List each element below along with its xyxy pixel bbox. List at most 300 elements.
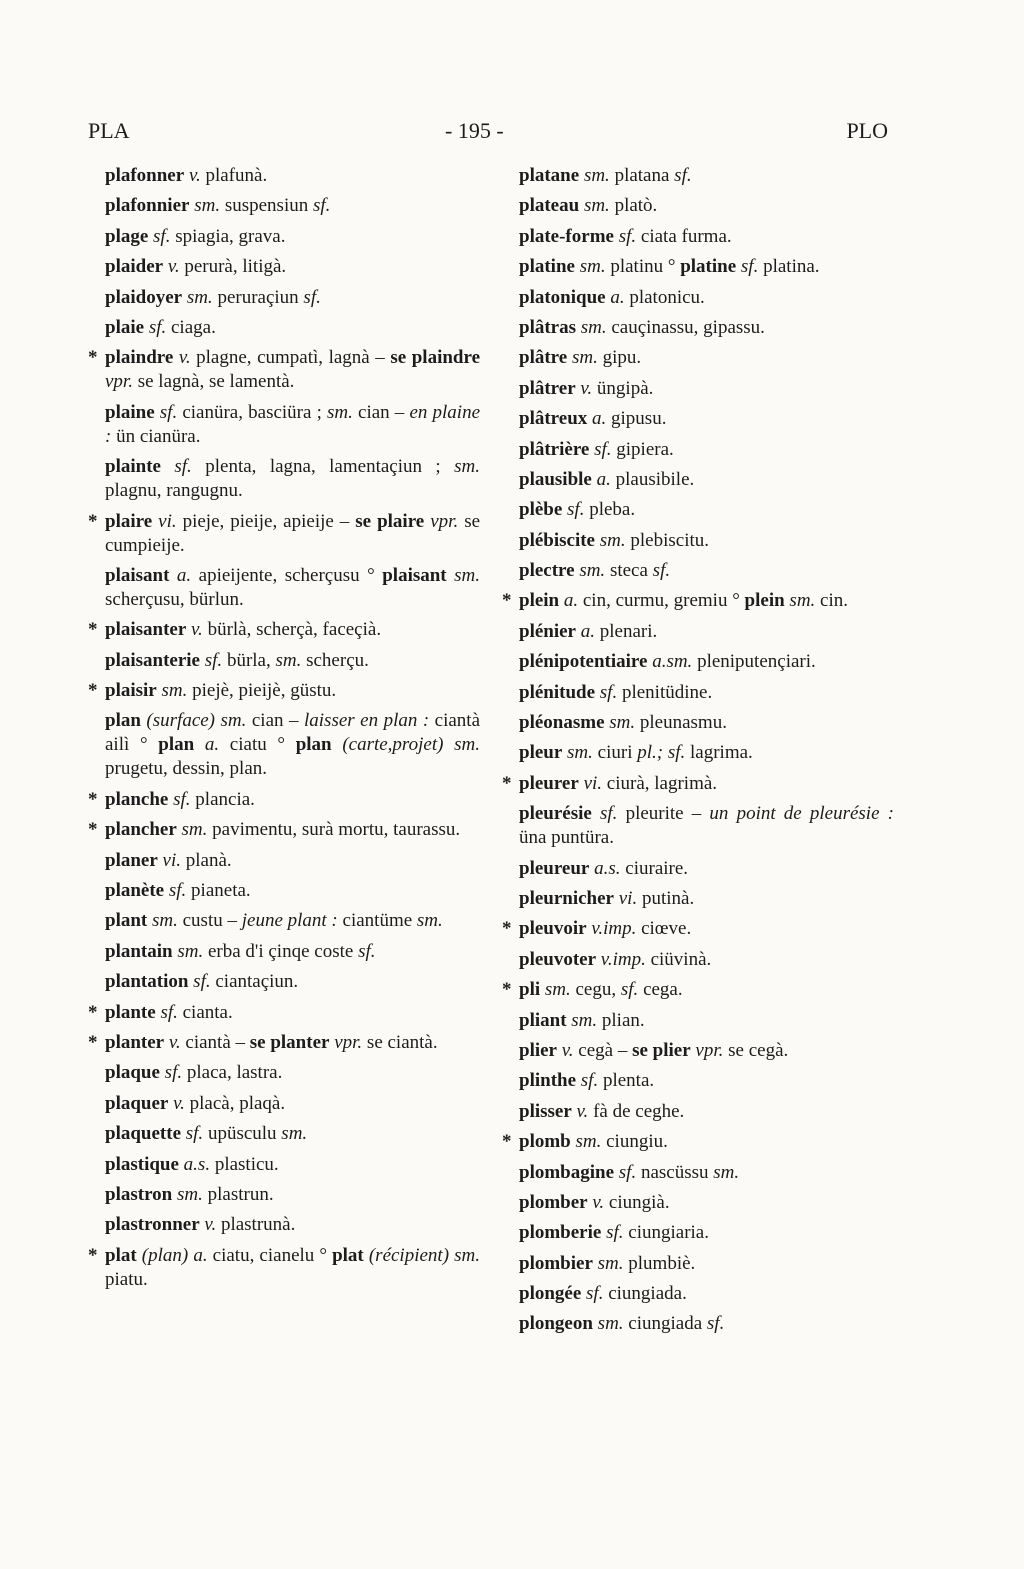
dictionary-entry [88, 1031, 480, 1055]
translation-text: plenta, lagna, lamentaçiun ; [191, 456, 455, 478]
dictionary-entry [88, 940, 480, 964]
italic-phrase: en plaine : [105, 401, 480, 447]
translation-text: piejè, pieijè, güstu. [187, 680, 337, 702]
grammar-label: v. [576, 1100, 589, 1122]
translation-text: ciaga. [166, 316, 216, 338]
grammar-label: sm. [609, 712, 636, 734]
dictionary-entry [88, 316, 480, 340]
translation-text: se ciantà. [362, 1031, 438, 1053]
grammar-label: sf. [160, 1001, 178, 1023]
translation-text: pianeta. [186, 880, 251, 902]
translation-text: plenari. [595, 620, 658, 642]
dictionary-entry [502, 650, 894, 674]
dictionary-entry [502, 948, 894, 972]
dictionary-entry [88, 1153, 480, 1177]
translation-text: cian – [352, 401, 410, 423]
grammar-label: sf. [674, 165, 692, 186]
translation-text: pleurite – [617, 803, 710, 825]
headword: pleuvoir [519, 918, 587, 940]
translation-text: cega. [638, 979, 683, 1001]
grammar-label: sm. [599, 529, 626, 551]
headword: plaie [105, 316, 145, 338]
headword: plantation [105, 971, 189, 993]
headword: pli [519, 979, 541, 1001]
grammar-label: sf. [586, 1283, 604, 1305]
grammar-label: sm. [571, 1009, 598, 1031]
dictionary-entry [502, 1039, 894, 1063]
translation-text [169, 565, 176, 586]
headword: pleur [519, 742, 563, 764]
translation-text: pleunasmu. [635, 712, 727, 734]
grammar-label: a.s. [183, 1153, 211, 1175]
dictionary-entry [502, 978, 894, 1002]
dictionary-entry [502, 589, 894, 613]
dictionary-entry [502, 286, 894, 310]
translation-text: ciurà, lagrimà. [602, 772, 718, 794]
dictionary-entry [88, 649, 480, 673]
translation-text: cin. [815, 590, 849, 612]
headword: platine [680, 256, 737, 278]
grammar-label: v. [167, 256, 180, 278]
grammar-label: sf. [618, 225, 637, 247]
headword: plâtre [519, 347, 568, 369]
grammar-label: sm. [177, 940, 204, 962]
translation-text: plancia. [190, 788, 255, 810]
dictionary-entry [88, 286, 480, 310]
translation-text: plafunà. [200, 165, 268, 186]
dictionary-entry [88, 1001, 480, 1025]
headword: plante [105, 1001, 156, 1023]
translation-text: fà de ceghe. [588, 1100, 685, 1122]
headword: pleurésie [519, 803, 592, 825]
grammar-label: pl.; sf. [637, 742, 686, 764]
grammar-label: sf. [606, 1222, 624, 1244]
dictionary-entry [502, 917, 894, 941]
grammar-label: vi. [583, 772, 603, 794]
translation-text [447, 565, 454, 586]
dictionary-entry [502, 346, 894, 370]
translation-text: gipu. [597, 347, 642, 369]
dictionary-entry [502, 857, 894, 881]
grammar-label: sf. [580, 1070, 599, 1092]
dictionary-entry [88, 455, 480, 503]
grammar-label: sf. [185, 1123, 204, 1145]
translation-text: plasticu. [210, 1153, 279, 1175]
dictionary-entry [88, 909, 480, 933]
grammar-label: vi. [618, 887, 638, 909]
dictionary-entry [88, 1061, 480, 1085]
translation-text: placa, lastra. [182, 1062, 283, 1084]
translation-text: ciatu, cianelu ° [207, 1244, 333, 1266]
translation-text: perurà, litigà. [179, 256, 287, 278]
dictionary-entry [88, 618, 480, 642]
grammar-label: a. [204, 734, 220, 756]
asterisk-marker: * [88, 619, 98, 641]
dictionary-entry [502, 1100, 894, 1124]
translation-text: platinu ° [605, 256, 681, 278]
translation-text: ciata furma. [636, 225, 732, 247]
grammar-label: a. [176, 564, 192, 586]
translation-text: se lagnà, se lamentà. [132, 371, 295, 393]
italic-phrase: (récipient) [368, 1244, 450, 1266]
headword: planète [105, 880, 165, 902]
dictionary-entry [88, 849, 480, 873]
headword: plâtreux [519, 408, 588, 430]
grammar-label: sm. [789, 590, 816, 612]
italic-phrase: jeune plant : [241, 910, 338, 932]
translation-text: cegu, [570, 979, 621, 1001]
translation-text: gipiera. [611, 438, 674, 460]
dictionary-entry [502, 316, 894, 340]
grammar-label: sf. [204, 649, 223, 671]
grammar-label: v. [204, 1214, 217, 1236]
dictionary-entry [502, 1282, 894, 1306]
headword: plaisanter [105, 619, 187, 641]
headword: platane [519, 165, 580, 186]
headword: plaider [105, 256, 164, 278]
headword: plaisir [105, 680, 157, 702]
grammar-label: sm. [220, 710, 247, 732]
dictionary-entry [502, 1161, 894, 1185]
grammar-label: v.imp. [600, 948, 646, 970]
translation-text: plebiscitu. [625, 529, 710, 551]
dictionary-entry [502, 468, 894, 492]
dictionary-entry [502, 1130, 894, 1154]
headword: pliant [519, 1009, 567, 1031]
translation-text: apieijente, scherçusu ° [191, 564, 383, 586]
grammar-label: sf. [599, 803, 618, 825]
grammar-label: sf. [164, 1062, 183, 1084]
dictionary-entry [502, 559, 894, 583]
page-header [0, 118, 1024, 148]
headword: plébiscite [519, 529, 595, 551]
grammar-label: sm. [454, 564, 480, 586]
dictionary-entry [502, 741, 894, 765]
dictionary-entry [88, 164, 480, 188]
grammar-label: a. [193, 1244, 208, 1266]
translation-text: cianüra, basciüra ; [177, 401, 327, 423]
headword: plénitude [519, 681, 596, 703]
translation-text: plagnu, rangugnu. [105, 480, 243, 502]
dictionary-entry [502, 772, 894, 796]
dictionary-entry [88, 818, 480, 842]
translation-text: plenitüdine. [617, 681, 713, 703]
grammar-label: sf. [173, 788, 191, 810]
dictionary-entry [502, 377, 894, 401]
headword: plâtras [519, 316, 576, 338]
headword: plafonnier [105, 195, 190, 217]
translation-text: se cegà. [723, 1039, 789, 1061]
left-column [88, 164, 480, 1298]
headword: plage [105, 225, 149, 247]
headword: plectre [519, 560, 575, 582]
dictionary-entry [88, 510, 480, 558]
translation-text: plian. [597, 1009, 645, 1031]
headword: plafonner [105, 165, 185, 186]
asterisk-marker: * [88, 510, 98, 532]
headword: plein [744, 590, 785, 612]
headword: plancher [105, 819, 177, 841]
grammar-label: sf. [567, 499, 585, 521]
translation-text: scherçusu, bürlun. [105, 588, 244, 610]
running-head-right: PLO [846, 118, 888, 143]
italic-phrase: (carte,projet) [342, 734, 444, 756]
headword: se plier [632, 1039, 691, 1061]
translation-text [592, 803, 600, 824]
asterisk-marker: * [502, 979, 512, 1001]
headword: pleuvoter [519, 948, 597, 970]
dictionary-entry [502, 225, 894, 249]
grammar-label: sf. [594, 438, 612, 460]
grammar-label: sf. [159, 401, 178, 423]
headword: plan [105, 710, 141, 732]
dictionary-entry [88, 788, 480, 812]
grammar-label: sf. [618, 1161, 637, 1183]
grammar-label: sf. [652, 560, 671, 582]
grammar-label: sf. [620, 979, 639, 1001]
translation-text: cianta. [177, 1001, 233, 1023]
grammar-label: sf. [193, 971, 211, 993]
dictionary-entry [88, 1183, 480, 1207]
grammar-label: a. [580, 620, 595, 642]
grammar-label: a. [592, 408, 607, 430]
dictionary-entry [88, 879, 480, 903]
asterisk-marker: * [502, 1131, 512, 1153]
dictionary-entry [88, 970, 480, 994]
grammar-label: sm. [181, 819, 208, 841]
asterisk-marker: * [88, 1001, 98, 1023]
headword: pléonasme [519, 712, 605, 734]
grammar-label: vpr. [105, 371, 133, 393]
translation-text: ciungiaria. [623, 1222, 709, 1244]
grammar-label: v. [168, 1031, 181, 1053]
headword: planer [105, 849, 158, 871]
asterisk-marker: * [88, 347, 98, 369]
headword: plaque [105, 1062, 160, 1084]
translation-text: custu – [177, 910, 242, 932]
dictionary-entry [502, 255, 894, 279]
dictionary-entry [502, 407, 894, 431]
grammar-label: a. [610, 286, 625, 308]
translation-text: cian – [246, 710, 304, 732]
translation-text: ciungiada. [603, 1283, 687, 1305]
translation-text: pieje, pieije, apieije – [176, 510, 356, 532]
headword: plaisanterie [105, 649, 200, 671]
translation-text: pleba. [584, 499, 636, 521]
grammar-label: sf. [740, 256, 759, 278]
grammar-label: v. [188, 165, 201, 186]
dictionary-entry [502, 194, 894, 218]
translation-text: cauçinassu, gipassu. [606, 316, 765, 338]
headword: plaquer [105, 1092, 169, 1114]
grammar-label: vpr. [430, 510, 459, 532]
grammar-label: a. [596, 468, 611, 490]
grammar-label: v. [173, 1092, 185, 1114]
headword: plisser [519, 1100, 572, 1122]
headword: plénipotentiaire [519, 651, 648, 673]
headword: plénier [519, 620, 576, 642]
italic-phrase: (plan) [141, 1244, 189, 1266]
headword: plastronner [105, 1214, 200, 1236]
translation-text: ciuri [592, 742, 638, 764]
grammar-label: sm. [454, 1244, 480, 1266]
headword: platonique [519, 286, 606, 308]
grammar-label: sf. [153, 225, 171, 247]
headword: plastron [105, 1183, 173, 1205]
dictionary-entry [502, 620, 894, 644]
dictionary-entry [88, 194, 480, 218]
translation-text: putinà. [637, 887, 695, 909]
grammar-label: sf. [148, 316, 167, 338]
asterisk-marker: * [502, 918, 512, 940]
translation-text [161, 456, 174, 477]
translation-text [194, 734, 205, 755]
translation-text: spiagia, grava. [170, 225, 286, 247]
grammar-label: sm. [713, 1161, 740, 1183]
italic-phrase: un point de pleurésie : [709, 803, 895, 825]
headword: plomb [519, 1131, 571, 1153]
headword: pleurer [519, 772, 579, 794]
dictionary-entry [88, 564, 480, 612]
grammar-label: a.s. [594, 857, 621, 879]
translation-text: suspensiun [220, 195, 313, 217]
translation-text: ciuraire. [620, 857, 689, 879]
translation-text: platò. [609, 195, 658, 217]
grammar-label: sf. [312, 195, 331, 217]
headword: plant [105, 910, 148, 932]
translation-text: placà, plaqà. [184, 1092, 286, 1114]
translation-text: platina. [758, 256, 820, 278]
dictionary-entry [502, 802, 894, 850]
grammar-label: vi. [158, 510, 177, 532]
translation-text: nascüssu [636, 1161, 714, 1183]
dictionary-entry [502, 887, 894, 911]
headword: plaisant [382, 564, 447, 586]
grammar-label: sm. [544, 979, 571, 1001]
headword: se plaire [355, 510, 425, 532]
translation-text: planà. [181, 849, 232, 871]
grammar-label: sf. [174, 456, 192, 478]
grammar-label: v.imp. [591, 918, 637, 940]
grammar-label: sm. [275, 649, 302, 671]
translation-text: üngipà. [592, 377, 654, 399]
headword: planter [105, 1031, 165, 1053]
dictionary-entry [502, 681, 894, 705]
grammar-label: vpr. [695, 1039, 724, 1061]
translation-text: platana [609, 165, 675, 186]
translation-text [332, 734, 343, 755]
translation-text: upüsculu [203, 1123, 282, 1145]
translation-text: ciantüme [337, 910, 417, 932]
asterisk-marker: * [88, 819, 98, 841]
headword: plaidoyer [105, 286, 183, 308]
dictionary-entry [502, 529, 894, 553]
translation-text: ün cianüra. [111, 425, 201, 447]
grammar-label: sm. [161, 680, 188, 702]
dictionary-entry [502, 498, 894, 522]
translation-text: ciatu ° [219, 734, 296, 756]
grammar-label: v. [592, 1191, 605, 1213]
dictionary-entry [88, 255, 480, 279]
translation-text: plausibile. [610, 468, 695, 490]
grammar-label: a.sm. [652, 651, 693, 673]
dictionary-entry [88, 1213, 480, 1237]
dictionary-entry [502, 164, 894, 188]
headword: plan [158, 734, 195, 756]
translation-text: piatu. [105, 1268, 148, 1290]
dictionary-entry [502, 1221, 894, 1245]
translation-text [443, 734, 454, 755]
translation-text: ciœve. [636, 918, 692, 940]
translation-text: steca [605, 560, 653, 582]
grammar-label: sm. [579, 560, 606, 582]
translation-text: cegà – [573, 1039, 633, 1061]
asterisk-marker: * [502, 772, 512, 794]
right-column [502, 164, 894, 1343]
grammar-label: v. [561, 1039, 574, 1061]
headword: plat [105, 1244, 137, 1266]
asterisk-marker: * [88, 1244, 98, 1266]
grammar-label: v. [580, 377, 593, 399]
grammar-label: sm. [583, 165, 610, 186]
dictionary-entry [502, 1009, 894, 1033]
translation-text: se cumpieije. [105, 510, 481, 556]
headword: pleureur [519, 857, 590, 879]
asterisk-marker: * [88, 680, 98, 702]
grammar-label: sm. [454, 456, 480, 478]
grammar-label: sm. [580, 316, 607, 338]
dictionary-entry [88, 679, 480, 703]
translation-text: platonicu. [624, 286, 705, 308]
grammar-label: sm. [597, 1313, 624, 1335]
grammar-label: a. [563, 590, 579, 612]
headword: plombier [519, 1252, 593, 1274]
headword: plateau [519, 195, 580, 217]
headword: plat [332, 1244, 364, 1266]
grammar-label: sf. [599, 681, 618, 703]
headword: plate-forme [519, 225, 614, 247]
italic-phrase: (surface) [146, 710, 216, 732]
translation-text: pleniputençiari. [692, 651, 816, 673]
grammar-label: sm. [186, 286, 213, 308]
dictionary-entry [502, 1312, 894, 1336]
headword: plainte [105, 456, 161, 478]
translation-text: peruraçiun [212, 286, 304, 308]
dictionary-entry [502, 438, 894, 462]
headword: plaire [105, 510, 153, 532]
headword: plaisant [105, 564, 170, 586]
asterisk-marker: * [502, 590, 512, 612]
dictionary-entry [502, 1191, 894, 1215]
translation-text: ciantà ailì ° [105, 710, 481, 756]
grammar-label: vpr. [334, 1031, 363, 1053]
grammar-label: sm. [194, 195, 221, 217]
headword: plastique [105, 1153, 179, 1175]
translation-text: plastrunà. [216, 1214, 296, 1236]
grammar-label: sf. [168, 880, 187, 902]
translation-text: gipusu. [606, 408, 667, 430]
grammar-label: vi. [162, 849, 181, 871]
grammar-label: sm. [597, 1252, 624, 1274]
translation-text: plenta. [598, 1070, 655, 1092]
grammar-label: sf. [358, 940, 376, 962]
dictionary-entry [88, 709, 480, 781]
dictionary-entry [88, 346, 480, 394]
headword: plomberie [519, 1222, 602, 1244]
translation-text: lagrima. [685, 742, 753, 764]
dictionary-entry [502, 711, 894, 735]
headword: se planter [249, 1031, 330, 1053]
